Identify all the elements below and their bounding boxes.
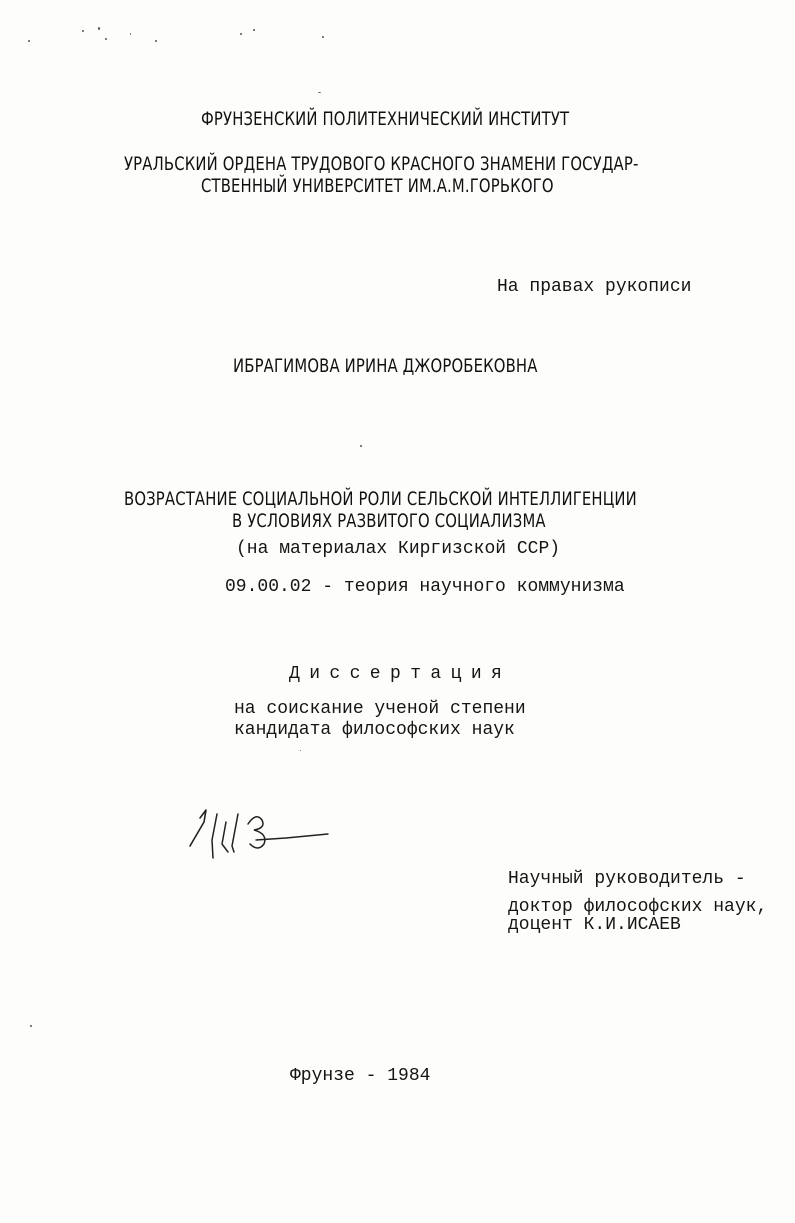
institute-name-frunze: ФРУНЗЕНСКИЙ ПОЛИТЕХНИЧЕСКИЙ ИНСТИТУТ <box>201 108 570 130</box>
specialty-code: 09.00.02 - теория научного коммунизма <box>225 577 625 597</box>
thesis-title-line-1: ВОЗРАСТАНИЕ СОЦИАЛЬНОЙ РОЛИ СЕЛЬСКОЙ ИНТЕЛЛИГЕНЦИИ <box>124 488 637 510</box>
supervisor-label: Научный руководитель - <box>508 869 746 889</box>
city-and-year: Фрунзе - 1984 <box>290 1066 431 1086</box>
institute-name-ural-line-2: СТВЕННЫЙ УНИВЕРСИТЕТ ИМ.А.М.ГОРЬКОГО <box>201 175 554 197</box>
thesis-title-line-2: В УСЛОВИЯХ РАЗВИТОГО СОЦИАЛИЗМА <box>232 510 546 532</box>
supervisor-degree: доктор философских наук, <box>508 897 768 917</box>
thesis-subtitle: (на материалах Киргизской ССР) <box>236 539 561 559</box>
supervisor-name: доцент К.И.ИСАЕВ <box>508 915 681 935</box>
dissertation-heading: Диссертация <box>289 664 512 684</box>
institute-name-ural-line-1: УРАЛЬСКИЙ ОРДЕНА ТРУДОВОГО КРАСНОГО ЗНАМЕНИ ГОСУДАР- <box>124 153 639 175</box>
author-name: ИБРАГИМОВА ИРИНА ДЖОРОБЕКОВНА <box>233 355 538 377</box>
handwritten-signature <box>186 800 336 872</box>
degree-purpose-line-1: на соискание ученой степени <box>234 699 526 719</box>
rights-note: На правах рукописи <box>497 277 692 297</box>
degree-purpose-line-2: кандидата философских наук <box>234 720 515 740</box>
